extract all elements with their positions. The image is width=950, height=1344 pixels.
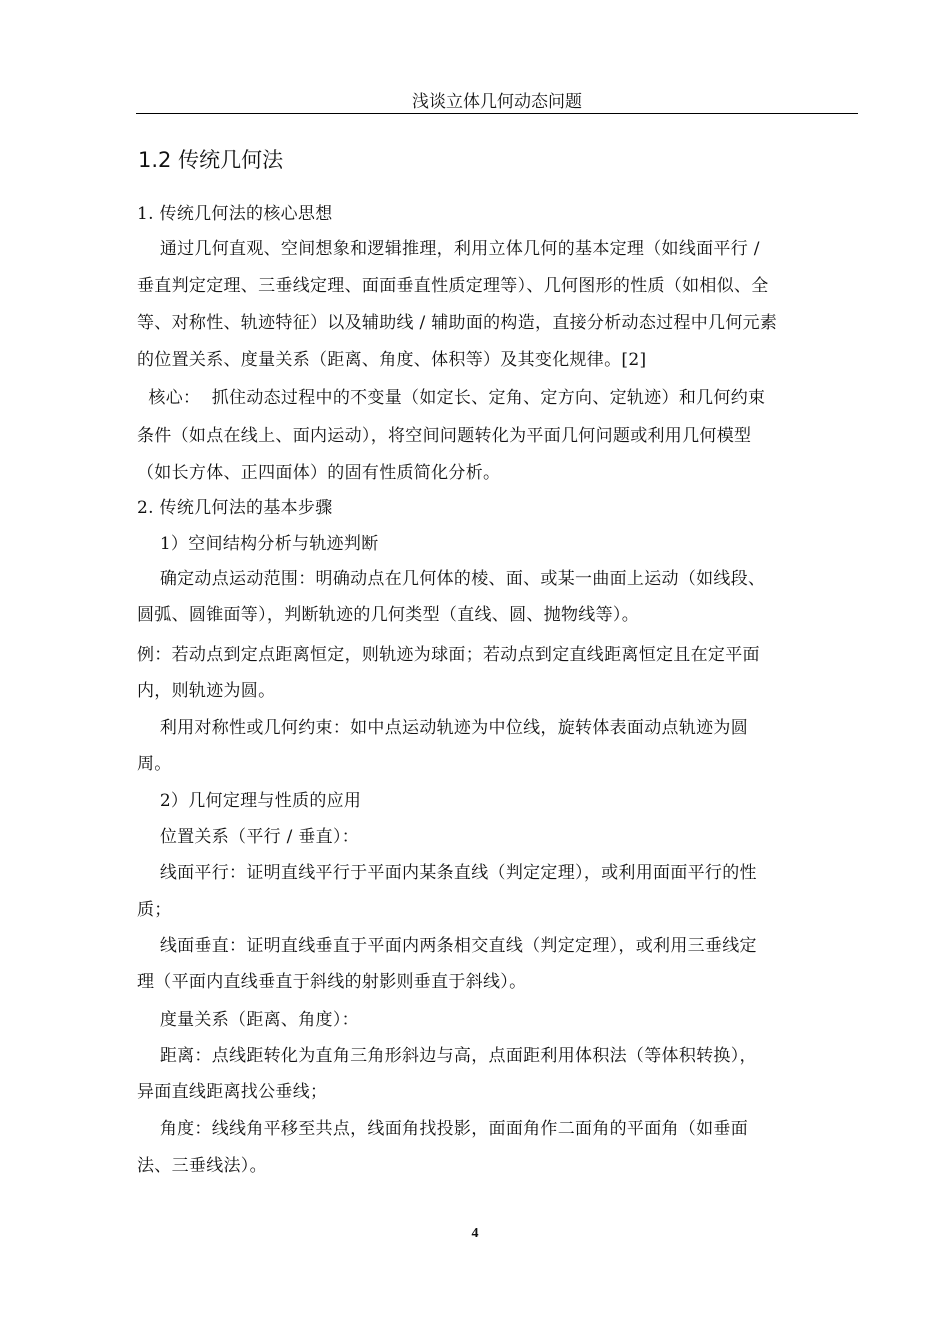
paragraph-line: 角度：线线角平移至共点，线面角找投影，面面角作二面角的平面角（如垂面 [137, 1119, 749, 1139]
header-rule [136, 113, 858, 114]
paragraph-line: 确定动点运动范围：明确动点在几何体的棱、面、或某一曲面上运动（如线段、 [137, 569, 766, 589]
paragraph-line: 周。 [137, 754, 172, 774]
paragraph-line: 距离：点线距转化为直角三角形斜边与高，点面距利用体积法（等体积转换）， [137, 1046, 757, 1066]
subheading-step-2: 2）几何定理与性质的应用 [137, 791, 362, 811]
paragraph-line: 线面平行：证明直线平行于平面内某条直线（判定定理），或利用面面平行的性 [137, 863, 757, 883]
paragraph-line: 圆弧、圆锥面等），判断轨迹的几何类型（直线、圆、抛物线等）。 [137, 605, 639, 625]
paragraph-line: 线面垂直：证明直线垂直于平面内两条相交直线（判定定理），或利用三垂线定 [137, 936, 757, 956]
paragraph-line: 垂直判定定理、三垂线定理、面面垂直性质定理等）、几何图形的性质（如相似、全 [137, 276, 769, 296]
paragraph-line: 法、三垂线法）。 [137, 1156, 267, 1176]
paragraph-line: 理（平面内直线垂直于斜线的射影则垂直于斜线）。 [137, 972, 527, 992]
page-number: 4 [471, 1226, 479, 1241]
paragraph-line: 核心： 抓住动态过程中的不变量（如定长、定角、定方向、定轨迹）和几何约束 [137, 388, 766, 408]
section-title: 1.2 传统几何法 [138, 148, 284, 172]
subheading-basic-steps: 2. 传统几何法的基本步骤 [137, 498, 333, 518]
paragraph-line: 等、对称性、轨迹特征）以及辅助线 / 辅助面的构造，直接分析动态过程中几何元素 [137, 313, 778, 333]
paragraph-line: 质； [137, 900, 172, 920]
subheading-core-idea: 1. 传统几何法的核心思想 [137, 204, 333, 224]
paragraph-line: 利用对称性或几何约束：如中点运动轨迹为中位线，旋转体表面动点轨迹为圆 [137, 718, 749, 738]
paragraph-line: 异面直线距离找公垂线； [137, 1082, 328, 1102]
paragraph-line: 通过几何直观、空间想象和逻辑推理，利用立体几何的基本定理（如线面平行 / [137, 239, 760, 259]
paragraph-line: 位置关系（平行 / 垂直）： [137, 827, 360, 847]
running-header: 浅谈立体几何动态问题 [412, 92, 582, 112]
paragraph-line: 例：若动点到定点距离恒定，则轨迹为球面；若动点到定直线距离恒定且在定平面 [137, 645, 760, 665]
paragraph-line: 度量关系（距离、角度）： [137, 1010, 359, 1030]
paragraph-line: 条件（如点在线上、面内运动），将空间问题转化为平面几何问题或利用几何模型 [137, 426, 752, 446]
paragraph-line: 内，则轨迹为圆。 [137, 681, 276, 701]
paragraph-line: （如长方体、正四面体）的固有性质简化分析。 [137, 463, 501, 483]
subheading-step-1: 1）空间结构分析与轨迹判断 [137, 534, 379, 554]
paragraph-line: 的位置关系、度量关系（距离、角度、体积等）及其变化规律。[2] [137, 350, 647, 370]
